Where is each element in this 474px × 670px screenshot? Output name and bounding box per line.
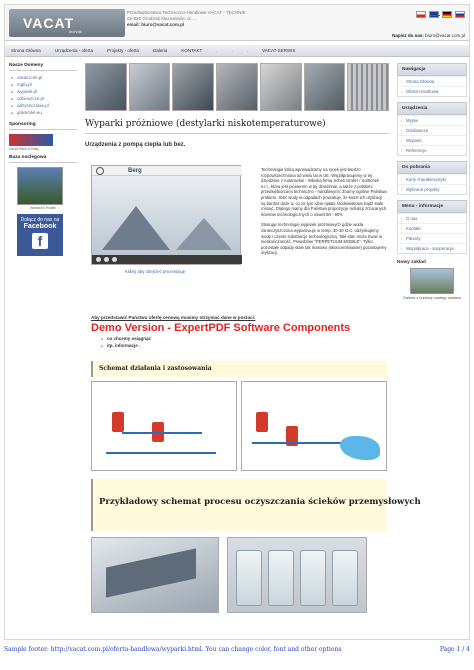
schemat-diagrams	[91, 381, 387, 471]
device-link[interactable]: › Wyparki	[398, 135, 466, 145]
company-info	[127, 10, 287, 28]
device-link[interactable]: › Referencje	[398, 145, 466, 155]
vacat-logo[interactable]	[9, 9, 125, 37]
tank-graphic	[112, 412, 124, 432]
domain-link[interactable]: ■ grammlei.eu	[9, 109, 77, 116]
logo-subtitle: technik	[69, 29, 82, 34]
company-email: email: biuro@vacat.com.pl	[127, 22, 185, 27]
new-plant-title: Nowy zakład	[397, 260, 426, 265]
jar-graphic	[332, 550, 358, 606]
jar-graphic	[236, 550, 262, 606]
sponsor-caption: Vacat Race & Rally	[9, 147, 39, 151]
tank-graphic	[256, 412, 268, 432]
order-title: Aby przedstawić Państwu ofertę cenową musimy otrzymać dane w postaci:	[91, 315, 256, 320]
nav-link-offer[interactable]: › Oferta Handlowa	[398, 86, 466, 96]
facebook-icon: f	[32, 233, 48, 249]
new-plant-caption[interactable]: Galeria z budowy nowego zakładu	[403, 296, 461, 300]
nav-gallery[interactable]: Galeria	[152, 48, 168, 53]
domain-link[interactable]: ■ odzyszczanie.pl	[9, 102, 77, 109]
nav-projects-offer[interactable]: Projekty - oferta	[107, 48, 139, 53]
order-item: ● itp. informacje .	[101, 342, 387, 349]
water-graphic	[340, 436, 380, 460]
nav-vacat-serwis[interactable]: VACAT-SERWIS	[262, 48, 296, 53]
hotel-title: Baza noclegowa	[9, 153, 77, 163]
pipe-graphic	[122, 432, 202, 434]
process-diagram-1[interactable]	[91, 381, 237, 471]
devices-list	[397, 115, 467, 156]
footer-text: Sample footer: http://vacat.com.pl/oferta-handlowa/wyparki.html. You can change color, font and other options	[4, 646, 342, 653]
product-photo[interactable]	[347, 63, 389, 111]
right-sidebar	[397, 63, 467, 300]
product-photo[interactable]	[216, 63, 258, 111]
order-list	[101, 335, 387, 349]
process-heading: Przykładowy schemat procesu oczyszczania ścieków przemysłowych	[91, 479, 387, 531]
video-header	[92, 166, 242, 176]
pipe-graphic	[106, 452, 216, 454]
flag-pl-icon[interactable]	[416, 11, 426, 18]
mountain-graphic	[176, 218, 232, 250]
contact-label: Napisz do nas:	[392, 33, 424, 38]
domains-list	[9, 74, 77, 116]
company-line-2: 05-825 Grodzisk Mazowiecki, ul. ...	[127, 16, 197, 21]
domains-title: Nasze Domeny	[9, 61, 77, 71]
company-line-1: Przedsiębiorstwo Techniczno-Handlowe VACAT - TECHNIK	[127, 10, 246, 15]
sponsoring-title: Sponsoring	[9, 120, 77, 130]
product-photo[interactable]	[304, 63, 346, 111]
magnifier-icon[interactable]	[96, 167, 104, 175]
video-title: Berg	[128, 168, 142, 174]
info-header: Menu - informacje	[397, 200, 467, 213]
jar-graphic	[268, 550, 294, 606]
navigation-list	[397, 76, 467, 97]
flag-en-icon[interactable]	[429, 11, 439, 18]
jar-graphic	[300, 550, 326, 606]
page-number: Page 1 / 4	[439, 646, 470, 653]
description-paragraph: Stosując technologię wyparek próżniowych gdzie woda zanieczyszczona wyparowuje w temp. 30-30 st.C. odzyskujemy wodę i często substancje technologiczną. Taki stan może trwać w nieskończoność. Prawdziwe "PERPETUUM MOBILE". Tylko pozostałe odpady stale tak masowo (skoncentrowane) pozostajemy utylizacji.	[261, 222, 387, 256]
info-link[interactable]: › Współpraca - kooperacja	[398, 243, 466, 253]
video-controls	[92, 255, 242, 264]
sponsor-banner[interactable]	[9, 134, 53, 146]
photo-strip	[85, 63, 389, 111]
domain-link[interactable]: ■ mgfu.pl	[9, 81, 77, 88]
language-flags	[416, 11, 465, 18]
product-photo[interactable]	[260, 63, 302, 111]
contact-email-link[interactable]: biuro@vacat.com.pl	[425, 33, 465, 38]
logo-text: VACAT	[23, 15, 75, 31]
contact-line	[392, 33, 465, 38]
devices-header: Urządzenia	[397, 102, 467, 115]
hotel-caption[interactable]: Ambara's Hostel	[30, 206, 56, 210]
domain-link[interactable]: ■ odzieszcze.pl	[9, 95, 77, 102]
nav-contact[interactable]: KONTAKT	[181, 48, 203, 53]
nav-dot-2[interactable]: .	[231, 48, 233, 53]
nav-link-home[interactable]: › Strona Główna	[398, 76, 466, 86]
navigation-header: Nawigacja	[397, 63, 467, 76]
product-photo[interactable]	[85, 63, 127, 111]
info-link[interactable]: › O nas	[398, 213, 466, 223]
left-sidebar	[9, 61, 77, 256]
device-link[interactable]: › Myjnie	[398, 115, 466, 125]
new-plant-image[interactable]	[410, 268, 454, 294]
flag-de-icon[interactable]	[442, 11, 452, 18]
presentation-video[interactable]	[91, 165, 241, 265]
bottom-images	[91, 537, 387, 613]
order-section	[91, 315, 387, 349]
pipe-graphic	[252, 442, 342, 444]
download-list	[397, 174, 467, 195]
pause-icon[interactable]	[104, 257, 109, 262]
nav-home[interactable]: Strona Główna	[11, 48, 41, 53]
device-link[interactable]: › Odoliwacze	[398, 125, 466, 135]
info-link[interactable]: › Patenty	[398, 233, 466, 243]
page-title: Wyparki próżniowe (destylarki niskotemperaturowe)	[85, 119, 389, 134]
description-paragraph: Technologia którą wprowadzamy na rynek jest bardzo rozpowszechniona od wielu lat w UE. Współpracujemy w tej dziedzinie z Austriackie - Włoską firmą Scheli GmbH / SolScheli s.r.l., która jest pionierem w tej dziedzinie, a także z polskimi przedsiębiorcami techniczno - handlowymi. Znamy ogólnie Państwa problem. Ilość wody w odpadach powoduje, że koszt ich utylizacji są bardzo duże a, co za tym idzie opłaty środowiskowe bądź stale rosnąć. Dlatego mamy dla Państwa propozycje redukcji zrzucanych ścieków technologicznych o nawet 80 - 90%	[261, 167, 387, 217]
download-header: Do pobrania	[397, 161, 467, 174]
page-subtitle: Urządzenia z pompą ciepła lub bez.	[85, 142, 186, 148]
demo-watermark: Demo Version - ExpertPDF Software Components	[91, 322, 351, 334]
plant-render-image[interactable]	[91, 537, 219, 613]
nav-dot-3[interactable]: .	[246, 48, 249, 53]
mountain-graphic	[102, 206, 170, 250]
download-link[interactable]: › Wybrane projekty	[398, 184, 466, 194]
domain-link[interactable]: ■ vacat.com.pl	[9, 74, 77, 81]
nav-devices-offer[interactable]: Urządzenia - oferta	[54, 48, 94, 53]
pdf-footer	[4, 644, 470, 656]
schemat-heading: Schemat działania i zastosowania	[91, 361, 387, 377]
pdf-page	[4, 4, 470, 640]
domain-link[interactable]: ■ wyparki.pl	[9, 88, 77, 95]
product-photo[interactable]	[172, 63, 214, 111]
nav-dot-1[interactable]: .	[216, 48, 218, 53]
facebook-banner[interactable]	[17, 214, 63, 256]
hotel-image[interactable]	[17, 167, 63, 205]
process-diagram-2[interactable]	[241, 381, 387, 471]
product-photo[interactable]	[129, 63, 171, 111]
flag-ru-icon[interactable]	[455, 11, 465, 18]
facebook-line-2: Facebook	[23, 223, 57, 230]
facebook-line-1: Dołącz do nas na	[20, 217, 60, 223]
play-icon[interactable]	[96, 257, 101, 262]
download-link[interactable]: › Karty charakterystyki	[398, 174, 466, 184]
order-item: ● co chcemy osiągnąć	[101, 335, 387, 342]
video-caption-link[interactable]: Kliknij aby obejrzeć prezentację	[125, 269, 186, 274]
info-list	[397, 213, 467, 254]
description-text	[261, 167, 387, 261]
info-link[interactable]: › Kontakt	[398, 223, 466, 233]
water-samples-image[interactable]	[227, 537, 367, 613]
site-header	[5, 5, 470, 41]
top-navigation	[5, 45, 470, 57]
stop-icon[interactable]	[112, 257, 117, 262]
